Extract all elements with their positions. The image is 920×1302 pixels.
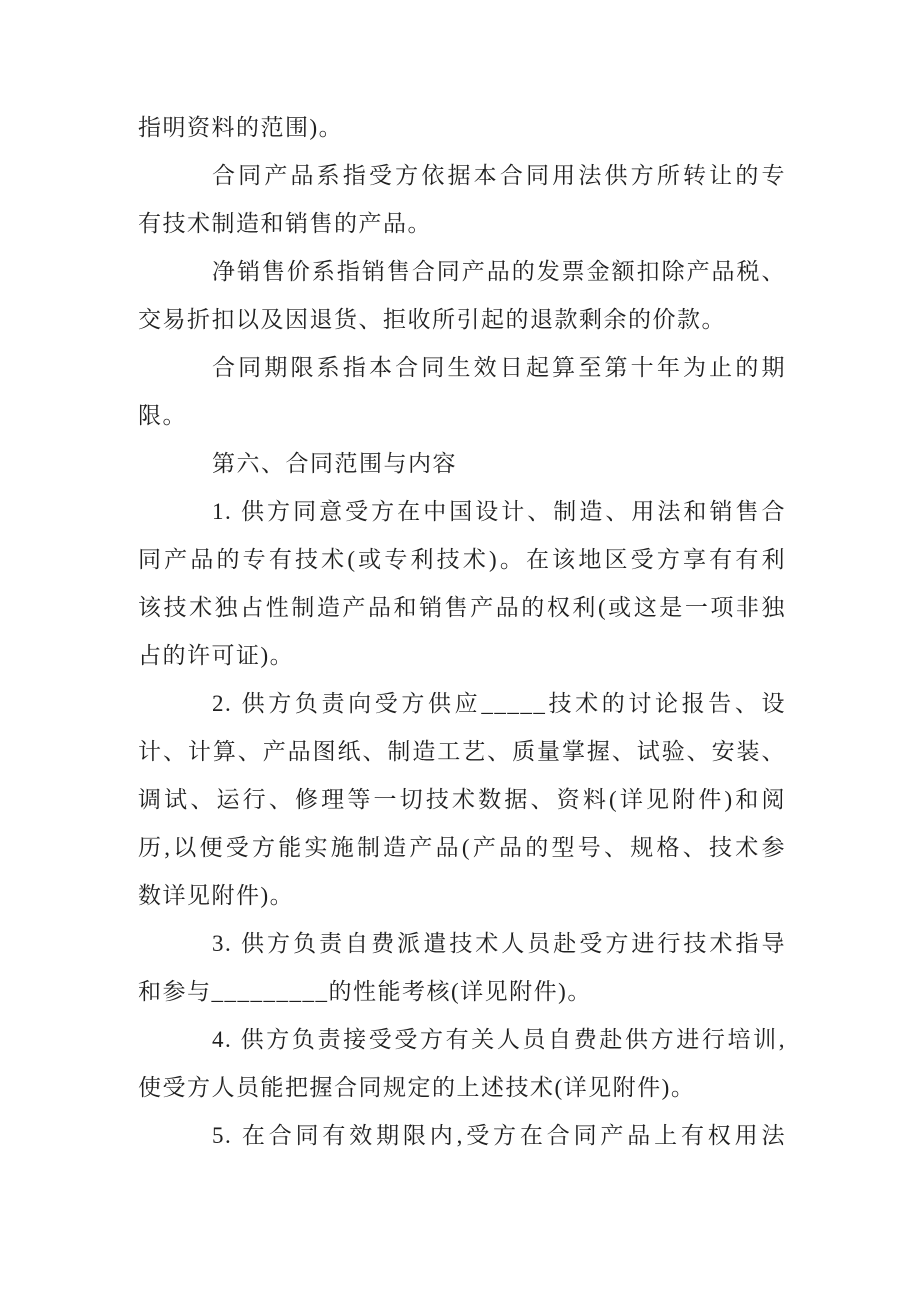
text-line: 5. 在合同有效期限内,受方在合同产品上有权用法 — [212, 1123, 786, 1148]
text-line: 计、计算、产品图纸、制造工艺、质量掌握、试验、安装、 — [138, 739, 786, 764]
text-line: 同产品的专有技术(或专利技术)。在该地区受方享有有利 — [138, 547, 786, 572]
text-line: 合同期限系指本合同生效日起算至第十年为止的期 — [212, 355, 786, 380]
text-line: 该技术独占性制造产品和销售产品的权利(或这是一项非独 — [138, 595, 786, 620]
text-line: 合同产品系指受方依据本合同用法供方所转让的专 — [212, 163, 786, 188]
text-line: 2. 供方负责向受方供应_____技术的讨论报告、设 — [212, 691, 786, 716]
text-line: 交易折扣以及因退货、拒收所引起的退款剩余的价款。 — [138, 307, 726, 332]
text-line: 有技术制造和销售的产品。 — [138, 211, 432, 236]
text-line: 指明资料的范围)。 — [138, 115, 344, 140]
text-line: 数详见附件)。 — [138, 883, 295, 908]
text-line: 和参与_________的性能考核(详见附件)。 — [138, 979, 592, 1004]
text-line: 历,以便受方能实施制造产品(产品的型号、规格、技术参 — [138, 835, 786, 860]
text-line: 净销售价系指销售合同产品的发票金额扣除产品税、 — [212, 259, 786, 284]
text-line: 3. 供方负责自费派遣技术人员赴受方进行技术指导 — [212, 931, 786, 956]
document-body — [138, 104, 786, 1160]
text-line: 调试、运行、修理等一切技术数据、资料(详见附件)和阅 — [138, 787, 786, 812]
text-line: 使受方人员能把握合同规定的上述技术(详见附件)。 — [138, 1075, 696, 1100]
text-line: 限。 — [138, 403, 187, 428]
text-line: 4. 供方负责接受受方有关人员自费赴供方进行培训, — [212, 1027, 786, 1052]
text-line: 占的许可证)。 — [138, 643, 295, 668]
text-line: 第六、合同范围与内容 — [212, 451, 457, 476]
text-line: 1. 供方同意受方在中国设计、制造、用法和销售合 — [212, 499, 786, 524]
